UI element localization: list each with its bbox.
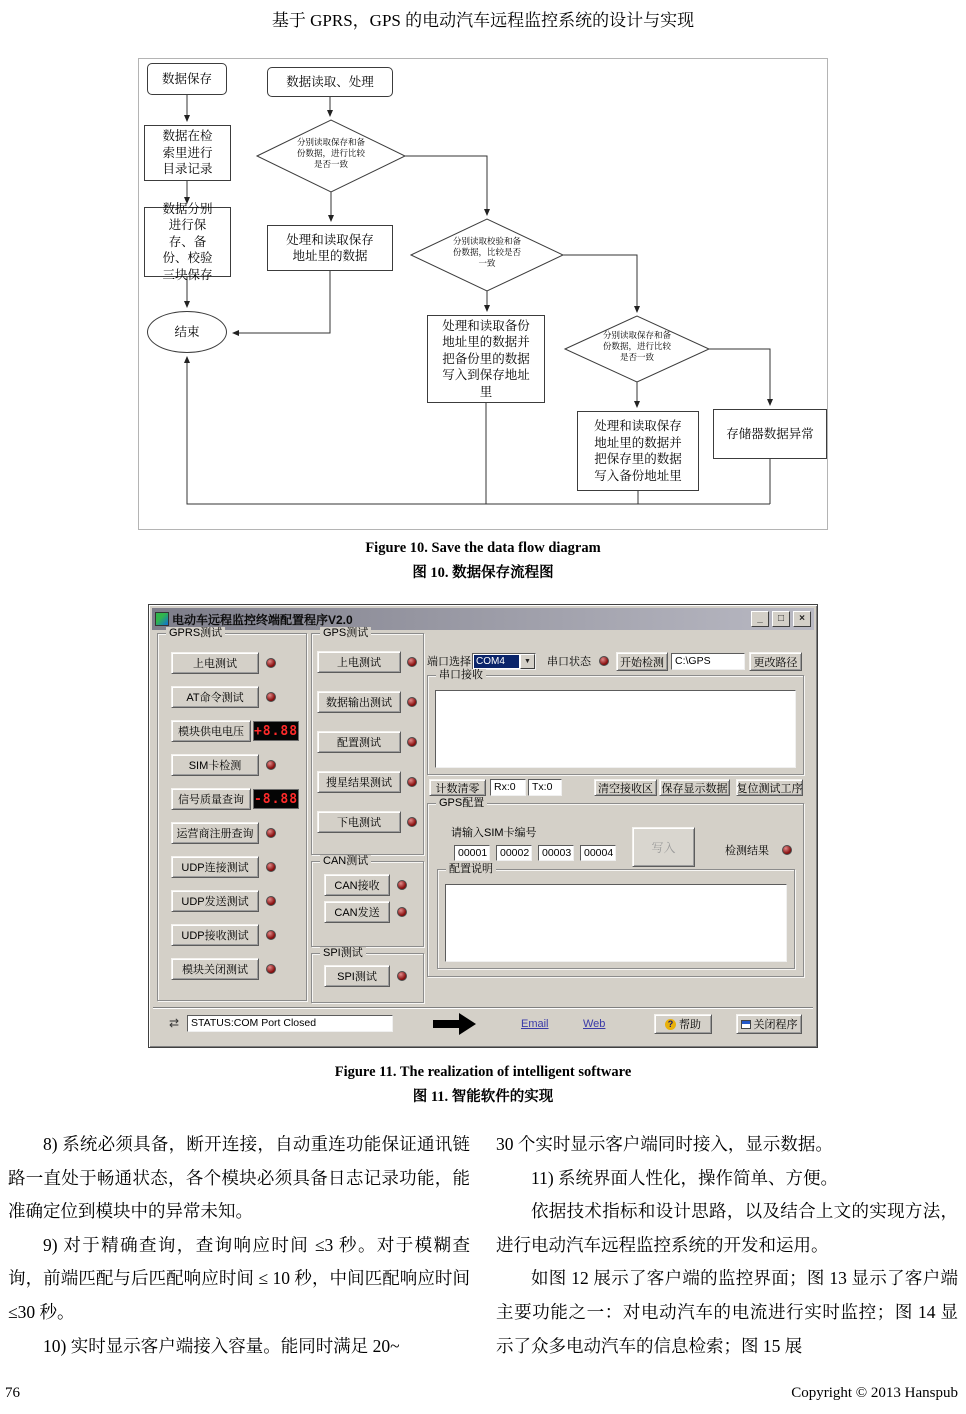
port-select-combo[interactable] (472, 653, 536, 670)
gprs-at-command-led (266, 692, 276, 702)
figure11-caption-en: Figure 11. The realization of intelligent software (334, 1064, 632, 1080)
flow-node-end: 结束 (147, 311, 227, 353)
flow-node-restore-backup-address: 处理和读取保存地址里的数据并把保存里的数据写入备份地址里 (577, 411, 699, 491)
gprs-group-label: GPRS测试 (166, 627, 225, 640)
save-display-data-button[interactable]: 保存显示数据 (659, 779, 730, 796)
paragraph: 9) 对于精确查询，查询响应时间 ≤3 秒。对于模糊查询，前端匹配与后匹配响应时间 ≤ 10 秒，中间匹配响应时间 ≤30 秒。 (8, 1234, 470, 1322)
body-right-column (496, 1128, 958, 1363)
gprs-signal-quality-button[interactable]: 信号质量查询 (171, 788, 251, 810)
port-select-value: COM4 (474, 655, 519, 668)
paragraph: 30 个实时显示客户端同时接入，显示数据。 (496, 1134, 833, 1154)
gps-power-off-led (407, 817, 417, 827)
flow-node-index-record: 数据在检索里进行目录记录 (144, 125, 231, 181)
can-receive-button[interactable]: CAN接收 (324, 874, 390, 896)
flow-decision-compare-3: 分别读取保存和备份数据，进行比较是否一致 (602, 330, 671, 363)
config-app-window (148, 604, 818, 1048)
body-left-column (8, 1128, 470, 1363)
app-icon (155, 612, 169, 626)
help-icon: ? (665, 1019, 676, 1030)
sim-number-field-1[interactable]: 00001 (454, 845, 490, 861)
figure10-caption-en: Figure 10. Save the data flow diagram (365, 540, 601, 556)
gps-satellite-result-led (407, 777, 417, 787)
path-field[interactable]: C:\GPS (671, 653, 745, 670)
signal-lcd-display: -8.88 (253, 789, 299, 809)
close-program-label: 关闭程序 (753, 1019, 798, 1031)
detect-result-label: 检测结果 (725, 845, 769, 857)
big-arrow-icon (433, 1013, 479, 1035)
status-text-field: STATUS:COM Port Closed (187, 1015, 393, 1032)
gps-config-test-led (407, 737, 417, 747)
window-title: 电动车远程监控终端配置程序V2.0 (172, 612, 353, 627)
write-button[interactable]: 写入 (632, 827, 695, 867)
gprs-udp-connect-led (266, 862, 276, 872)
spi-test-led (397, 971, 407, 981)
gps-data-output-led (407, 697, 417, 707)
gprs-udp-connect-test-button[interactable]: UDP连接测试 (171, 856, 259, 878)
gprs-power-on-led (266, 658, 276, 668)
page-number: 76 (5, 1385, 20, 1401)
figure10-flowchart (138, 58, 828, 530)
serial-receive-label: 串口接收 (436, 669, 486, 682)
flow-decision-compare-1: 分别读取保存和备份数据，进行比较是否一致 (296, 137, 365, 170)
flow-decision-compare-2: 分别读取校验和备份数据，比较是否一致 (452, 236, 521, 269)
gps-config-test-button[interactable]: 配置测试 (317, 731, 401, 753)
clear-count-button[interactable]: 计数清零 (429, 779, 486, 796)
rx-count-field: Rx:0 (490, 779, 526, 796)
can-send-led (397, 907, 407, 917)
chevron-down-icon: ▼ (520, 654, 535, 669)
sim-number-field-3[interactable]: 00003 (538, 845, 574, 861)
clear-receive-area-button[interactable]: 清空接收区 (594, 779, 657, 796)
spi-test-button[interactable]: SPI测试 (324, 965, 390, 987)
gprs-at-command-test-button[interactable]: AT命令测试 (171, 686, 259, 708)
paragraph: 如图 12 展示了客户端的监控界面；图 13 显示了客户端主要功能之一：对电动汽车的电流进行实时监控；图 14 显示了众多电动汽车的信息检索；图 15 展 (496, 1268, 958, 1356)
paragraph: 8) 系统必须具备，断开连接，自动重连功能保证通讯链路一直处于畅通状态，各个模块必须具备日志记录功能，能准确定位到模块中的异常未知。 (8, 1134, 470, 1222)
serial-port-icon: ⇄ (169, 1016, 180, 1030)
flow-node-process-backup-address: 处理和读取备份地址里的数据并把备份里的数据写入到保存地址里 (427, 315, 545, 403)
gprs-sim-detect-led (266, 760, 276, 770)
gprs-udp-receive-test-button[interactable]: UDP接收测试 (171, 924, 259, 946)
gprs-udp-receive-led (266, 930, 276, 940)
serial-status-label: 串口状态 (547, 656, 591, 668)
sim-number-field-2[interactable]: 00002 (496, 845, 532, 861)
gprs-operator-register-led (266, 828, 276, 838)
gps-config-label: GPS配置 (436, 797, 487, 810)
reset-test-procedure-button[interactable]: 复位测试工序 (736, 779, 803, 796)
maximize-button[interactable]: □ (772, 611, 790, 627)
figure10-caption-zh: 图 10. 数据保存流程图 (412, 565, 554, 581)
detect-result-led (782, 845, 792, 855)
help-button-label: 帮助 (679, 1019, 701, 1031)
page-header-title: 基于 GPRS，GPS 的电动汽车远程监控系统的设计与实现 (271, 11, 695, 30)
gps-power-on-led (407, 657, 417, 667)
gprs-udp-send-led (266, 896, 276, 906)
serial-status-led (599, 656, 609, 666)
sim-number-label: 请输入SIM卡编号 (451, 827, 537, 839)
paragraph: 11) 系统界面人性化，操作简单、方便。 (531, 1167, 839, 1188)
gprs-module-close-led (266, 964, 276, 974)
can-receive-led (397, 880, 407, 890)
start-detect-button[interactable]: 开始检测 (616, 652, 668, 671)
help-button[interactable] (654, 1014, 712, 1034)
gprs-supply-voltage-button[interactable]: 模块供电电压 (171, 720, 251, 742)
flow-node-memory-error: 存储器数据异常 (713, 409, 827, 459)
change-path-button[interactable]: 更改路径 (749, 652, 802, 671)
flowchart-connectors (139, 59, 829, 531)
gprs-udp-send-test-button[interactable]: UDP发送测试 (171, 890, 259, 912)
flow-node-process-save-address: 处理和读取保存地址里的数据 (267, 225, 393, 271)
gprs-power-on-test-button[interactable]: 上电测试 (171, 652, 259, 674)
window-icon (741, 1020, 751, 1029)
figure11-caption-zh: 图 11. 智能软件的实现 (412, 1089, 554, 1105)
email-link[interactable]: Email (521, 1018, 549, 1030)
close-program-button[interactable] (736, 1014, 802, 1034)
can-send-button[interactable]: CAN发送 (324, 901, 390, 923)
paragraph: 10) 实时显示客户端接入容量。能同时满足 20~ (43, 1335, 400, 1356)
paragraph: 依据技术指标和设计思路，以及结合上文的实现方法，进行电动汽车远程监控系统的开发和运用。 (496, 1201, 958, 1255)
gps-power-off-test-button[interactable]: 下电测试 (317, 811, 401, 833)
copyright-notice: Copyright © 2013 Hanspub (791, 1385, 958, 1401)
port-select-label: 端口选择 (427, 656, 471, 668)
tx-count-field: Tx:0 (528, 779, 562, 796)
web-link[interactable]: Web (583, 1018, 606, 1030)
gps-power-on-test-button[interactable]: 上电测试 (317, 651, 401, 673)
gps-data-output-test-button[interactable]: 数据输出测试 (317, 691, 401, 713)
spi-group-label: SPI测试 (320, 947, 366, 960)
flow-node-read-process: 数据读取、处理 (267, 67, 393, 97)
sim-number-field-4[interactable]: 00004 (580, 845, 616, 861)
gprs-sim-detect-button[interactable]: SIM卡检测 (171, 754, 259, 776)
config-description-label: 配置说明 (446, 863, 496, 876)
can-group-label: CAN测试 (320, 855, 371, 868)
flow-node-data-save: 数据保存 (147, 63, 227, 95)
gprs-operator-register-button[interactable]: 运营商注册查询 (171, 822, 259, 844)
gps-group-label: GPS测试 (320, 627, 371, 640)
close-button[interactable]: × (793, 611, 811, 627)
config-description-textarea[interactable] (445, 884, 787, 962)
voltage-lcd-display: +8.88 (253, 721, 299, 741)
serial-receive-textarea[interactable] (435, 690, 796, 768)
statusbar-divider (153, 1007, 813, 1009)
gps-satellite-result-test-button[interactable]: 搜星结果测试 (317, 771, 401, 793)
flow-node-save-three-copies: 数据分别进行保存、备份、校验三块保存 (144, 207, 231, 277)
gprs-module-close-test-button[interactable]: 模块关闭测试 (171, 958, 259, 980)
minimize-button[interactable]: _ (751, 611, 769, 627)
window-titlebar (152, 608, 814, 630)
